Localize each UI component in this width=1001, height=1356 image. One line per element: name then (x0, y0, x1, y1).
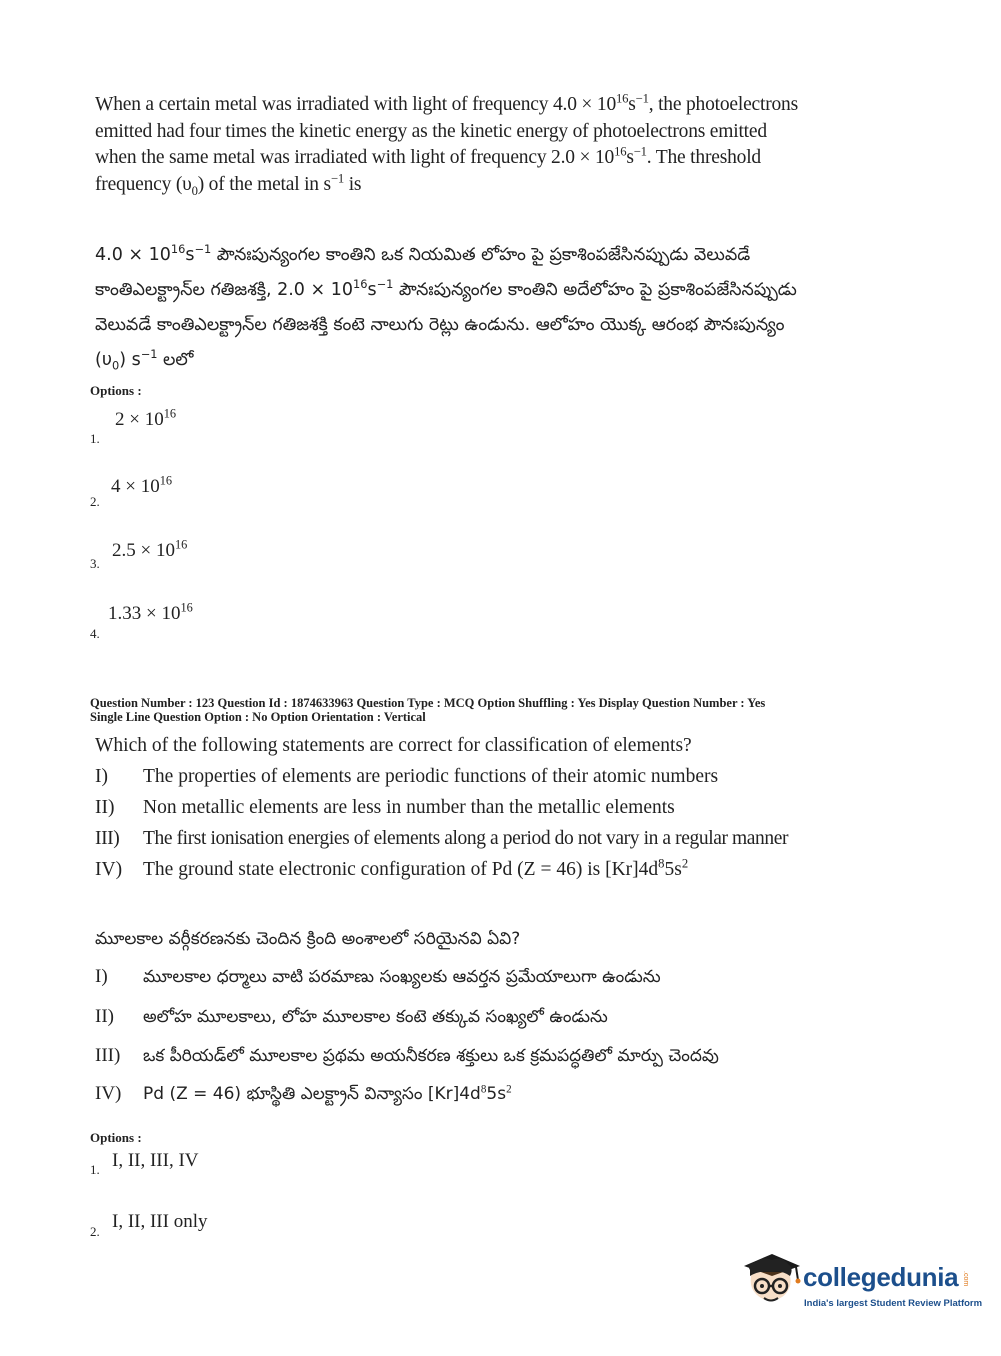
collegedunia-logo-text: collegedunia (803, 1262, 959, 1292)
statement-2: II) Non metallic elements are less in number than the metallic elements (95, 797, 675, 818)
q1-option-4-value[interactable]: $1.33 \times 10^{16}$ (108, 600, 193, 624)
statement-1: I) The properties of elements are periodic functions of their atomic numbers (95, 766, 719, 787)
telugu-statement-3: III) ఒక పీరియడ్‌లో మూలకాల ప్రథమ అయనీకరణ శక్తులు ఒక క్రమపద్ధతిలో మార్పు చెందవు (95, 1045, 719, 1066)
question-2-english-title: Which of the following statements are correct for classification of elements? (95, 735, 692, 756)
telugu-statement-2: II) అలోహ మూలకాలు, లోహ మూలకాల కంటె తక్కువ సంఖ్యలో ఉండును (95, 1006, 608, 1027)
q1-line-1: When a certain metal was irradiated with light of frequency $4.0 \times 10^{16}s^{-1}$, the photoelectrons (95, 91, 798, 115)
q1-option-3-value[interactable]: $2.5 \times 10^{16}$ (112, 537, 188, 561)
collegedunia-mascot-icon (742, 1250, 804, 1310)
telugu-statement-1: I) మూలకాల ధర్మాలు వాటి పరమాణు సంఖ్యలకు ఆవర్తన ప్రమేయాలుగా ఉండును (95, 966, 661, 987)
q1-te-line-3: వెలువడే కాంతిఎలక్ట్రాన్‌ల గతిజశక్తి కంటె నాలుగు రెట్లు ఉండును. ఆలోహం యొక్క ఆరంభ పౌనఃపున్యం (95, 315, 785, 335)
question-1-telugu (95, 238, 870, 378)
question-2-telugu-title: మూలకాల వర్గీకరణనకు చెందిన క్రింది అంశాలలో సరియైనవి ఏవి? (95, 929, 521, 949)
q2-option-1-value[interactable]: I, II, III, IV (112, 1150, 199, 1171)
q2-option-1-number: 1. (90, 1162, 100, 1177)
question-2-metadata (90, 696, 950, 724)
question-1-english (95, 92, 865, 198)
q1-line-2: emitted had four times the kinetic energy as the kinetic energy of photoelectrons emitted (95, 120, 767, 142)
q2-option-2-value[interactable]: I, II, III only (112, 1211, 208, 1232)
q1-line-3: when the same metal was irradiated with light of frequency $2.0 \times 10^{16}s^{-1}$. The threshold (95, 144, 761, 168)
q1-option-1-value[interactable]: $2 \times 10^{16}$ (115, 406, 177, 430)
collegedunia-logo-domain: .com (962, 1271, 969, 1287)
q1-line-4: frequency $(\upsilon_0)$ of the metal in $s^{-1}$ is (95, 171, 362, 198)
q1-te-line-2: కాంతిఎలక్ట్రాన్‌ల గతిజశక్తి, $2.0 \times 10^{16}s^{-1}$ పౌనఃపున్యంగల కాంతిని అదేలోహం పై ప్రకాశింపజేసినప్పుడు (95, 277, 797, 300)
statement-3: III) The first ionisation energies of elements along a period do not vary in a regular manner (95, 828, 789, 849)
q2-option-2-number: 2. (90, 1224, 100, 1239)
meta-line-1: Question Number : 123 Question Id : 1874633963 Question Type : MCQ Option Shuffling : Yes Display Question Number : Yes (90, 696, 766, 710)
q1-option-3-number: 3. (90, 556, 100, 571)
statement-4: IV) The ground state electronic configuration of Pd (Z = 46) is $[Kr]4d^85s^2$ (95, 856, 689, 880)
collegedunia-tagline: India's largest Student Review Platform (804, 1298, 983, 1309)
q1-option-4-number: 4. (90, 626, 100, 641)
q2-options-label: Options : (90, 1130, 142, 1145)
q1-option-2-value[interactable]: $4 \times 10^{16}$ (111, 473, 173, 497)
q1-options-label: Options : (90, 383, 142, 398)
meta-line-2: Single Line Question Option : No Option Orientation : Vertical (90, 710, 426, 724)
telugu-statement-4: IV) Pd (Z = 46) భూస్థితి ఎలక్ట్రాన్ విన్యాసం $[Kr]4d^85s^2$ (95, 1083, 512, 1104)
q1-te-line-4: $(\upsilon_0)$ $s^{-1}$ లలో (95, 347, 194, 373)
q1-te-line-1: $4.0 \times 10^{16}s^{-1}$ పౌనఃపున్యంగల కాంతిని ఒక నియమిత లోహం పై ప్రకాశింపజేసినప్పుడు వెలువడే (95, 242, 751, 265)
q1-option-1-number: 1. (90, 431, 100, 446)
q1-option-2-number: 2. (90, 494, 100, 509)
